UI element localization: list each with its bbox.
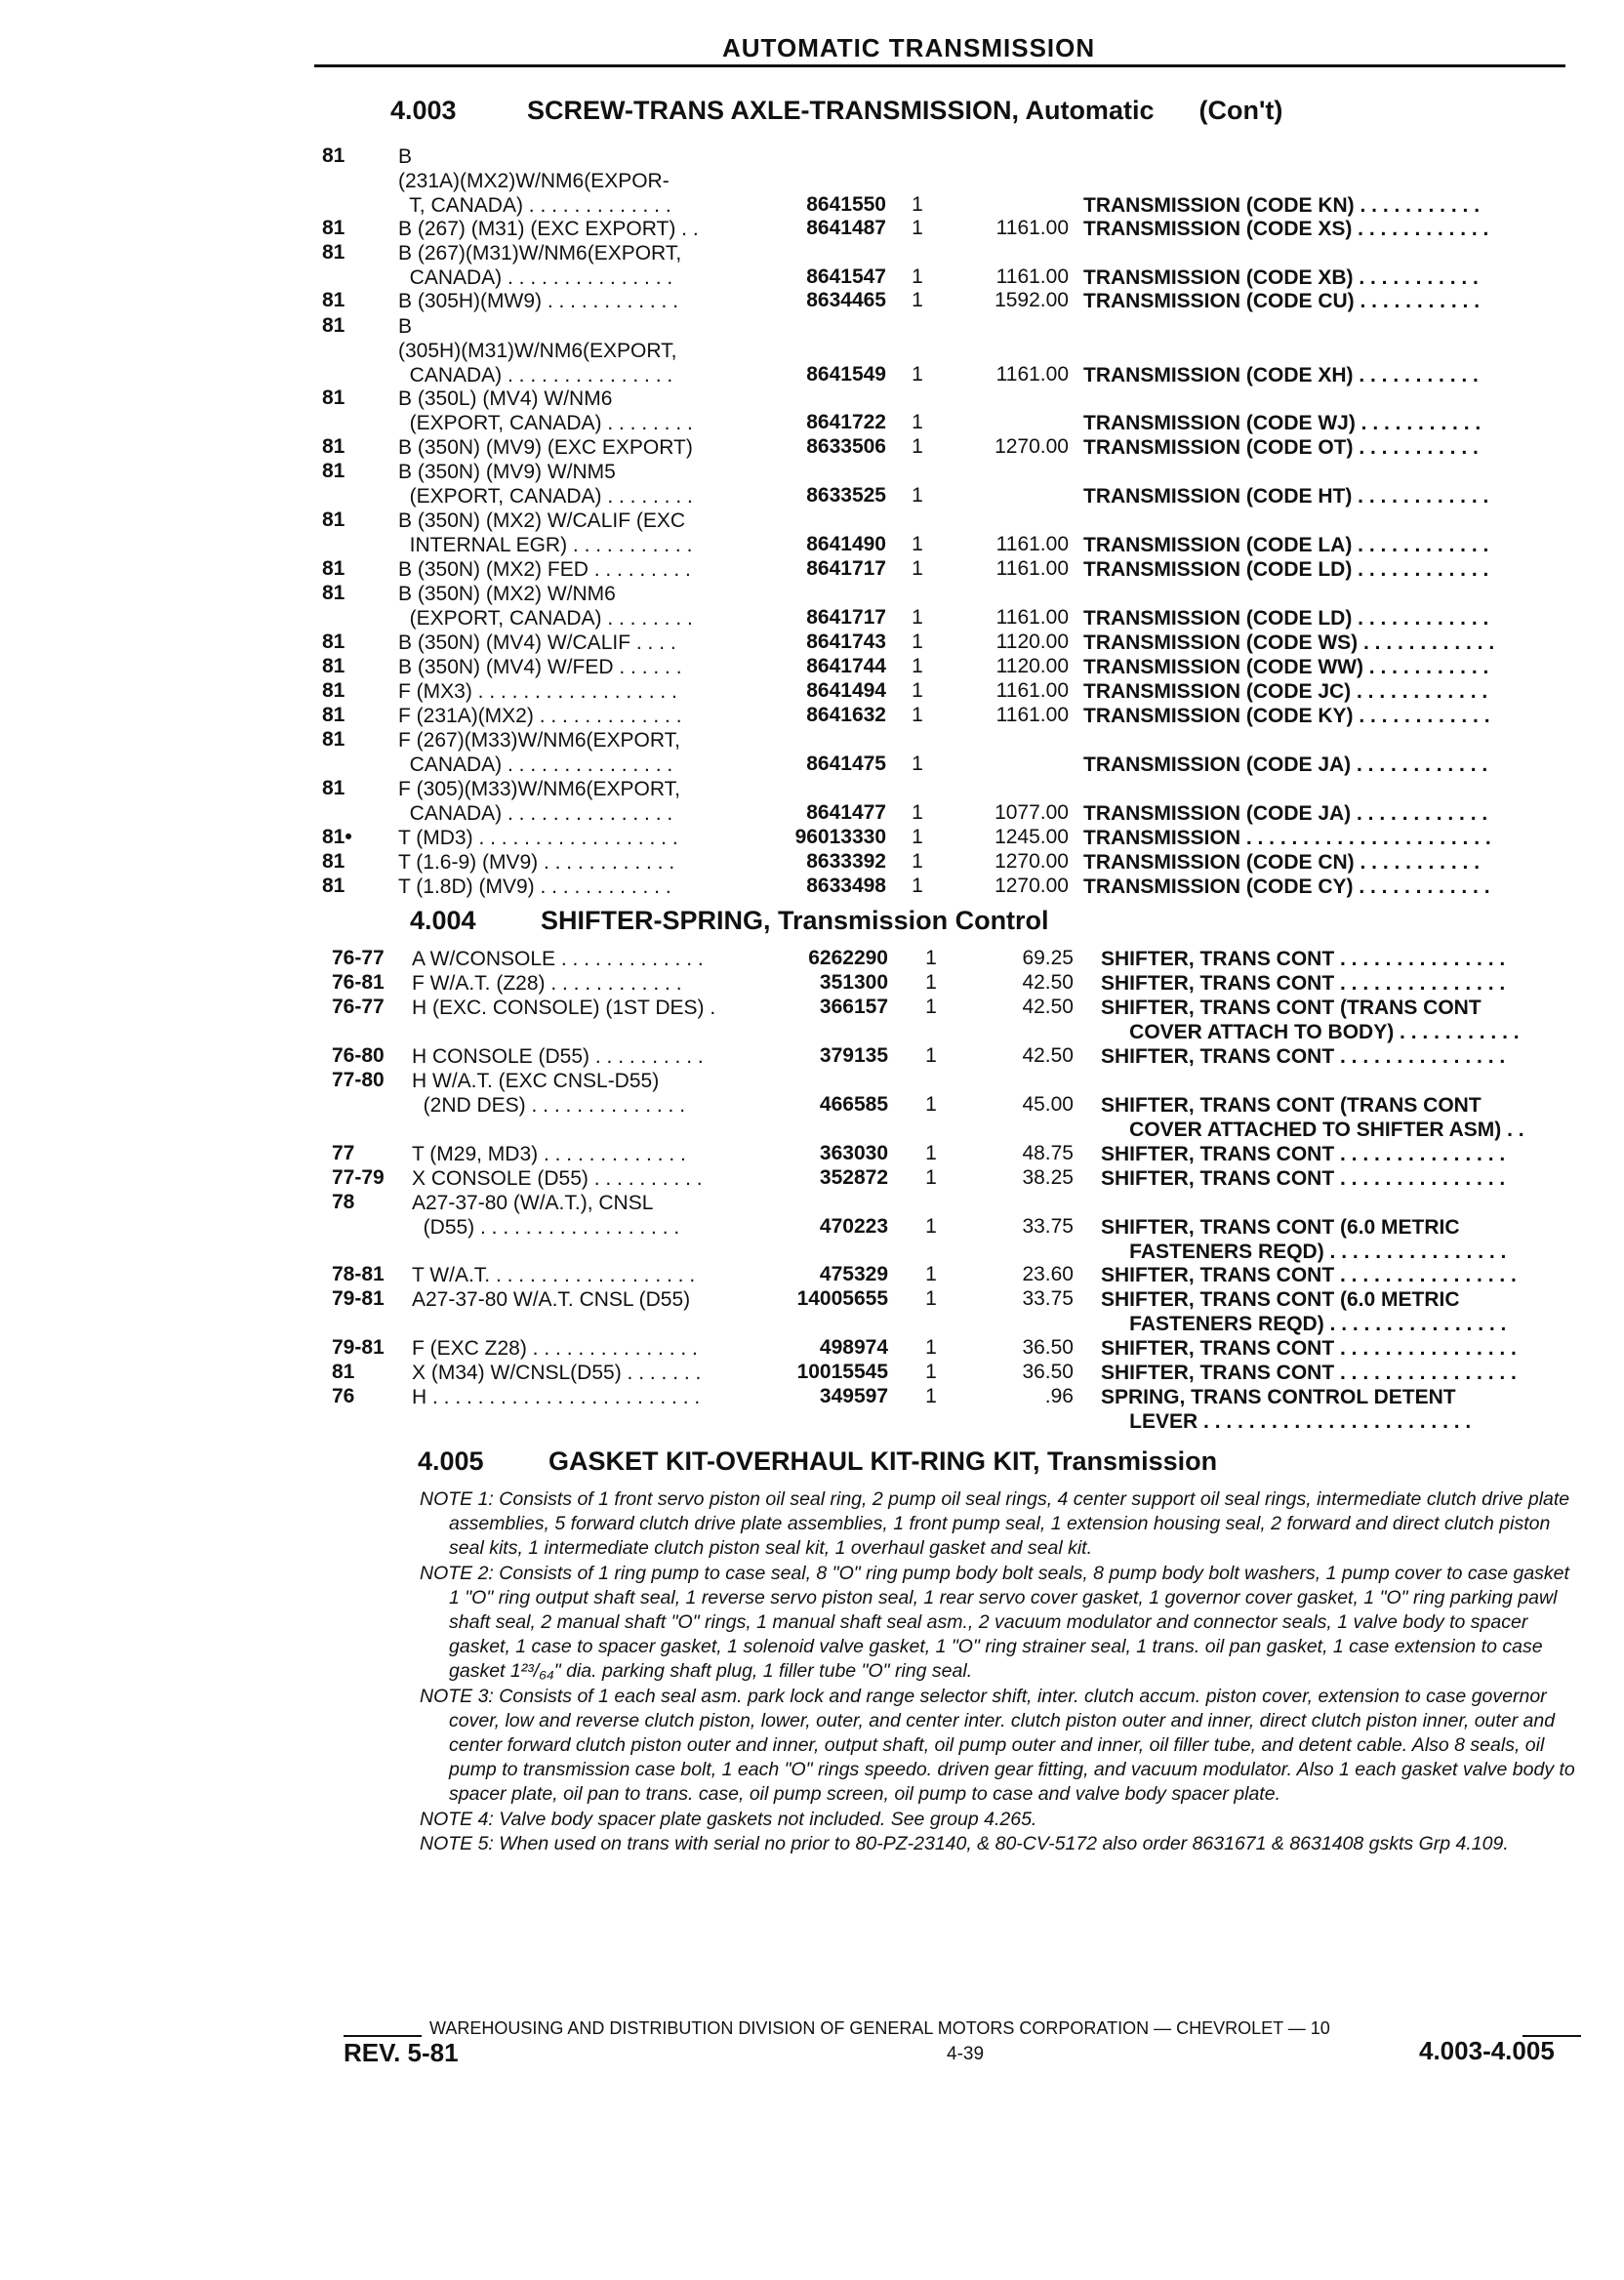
part-description: TRANSMISSION (CODE OT) . . . . . . . . . . . xyxy=(1083,436,1479,459)
model-description: F (305)(M33)W/NM6(EXPORT, CANADA) . . . . . . . . . . . . . . . xyxy=(398,778,680,825)
part-description: SHIFTER, TRANS CONT . . . . . . . . . . . . . . . xyxy=(1101,1045,1506,1068)
list-price: 23.60 xyxy=(1022,1263,1074,1285)
list-price: .96 xyxy=(1044,1385,1074,1407)
notes-block xyxy=(420,1487,1581,1856)
model-year: 81 xyxy=(322,460,345,482)
model-description: B (305H)(MW9) . . . . . . . . . . . . xyxy=(398,290,679,312)
model-description: A W/CONSOLE . . . . . . . . . . . . . xyxy=(412,948,704,970)
model-year: 76-81 xyxy=(332,971,385,994)
model-year: 81 xyxy=(322,387,345,409)
section-number: 4.005 xyxy=(418,1446,484,1476)
quantity: 1 xyxy=(912,217,923,239)
model-year: 76-80 xyxy=(332,1044,385,1067)
part-description: TRANSMISSION (CODE CY) . . . . . . . . . . . . xyxy=(1083,875,1490,898)
model-year: 81 xyxy=(322,582,345,604)
part-description: SHIFTER, TRANS CONT . . . . . . . . . . . . . . . . xyxy=(1101,1337,1517,1360)
part-number: 8641475 xyxy=(806,753,886,775)
quantity: 1 xyxy=(925,1385,937,1407)
quantity: 1 xyxy=(925,996,937,1018)
quantity: 1 xyxy=(925,1044,937,1067)
part-description: SHIFTER, TRANS CONT . . . . . . . . . . . . . . . xyxy=(1101,972,1506,995)
model-year: 81 xyxy=(322,728,345,751)
quantity: 1 xyxy=(912,411,923,433)
model-year: 79-81 xyxy=(332,1287,385,1310)
model-year: 81 xyxy=(322,144,345,167)
part-number: 8641494 xyxy=(806,679,886,702)
model-description: A27-37-80 W/A.T. CNSL (D55) xyxy=(412,1288,691,1311)
part-description: SHIFTER, TRANS CONT (TRANS CONT COVER ATTACH TO BODY) . . . . . . . . . . . xyxy=(1101,997,1520,1043)
quantity: 1 xyxy=(925,1263,937,1285)
list-price: 1077.00 xyxy=(995,801,1069,824)
part-description: TRANSMISSION (CODE XB) . . . . . . . . . . . xyxy=(1083,266,1479,289)
section-4005-heading xyxy=(418,1446,1217,1477)
part-number: 14005655 xyxy=(796,1287,888,1310)
part-description: SPRING, TRANS CONTROL DETENT LEVER . . . . . . . . . . . . . . . . . . . . . . . . xyxy=(1101,1386,1472,1433)
list-price: 33.75 xyxy=(1022,1215,1074,1238)
section-4004-heading xyxy=(410,906,1049,936)
model-year: 81 xyxy=(322,850,345,873)
part-description: SHIFTER, TRANS CONT . . . . . . . . . . . . . . . . xyxy=(1101,1264,1517,1286)
part-number: 8641717 xyxy=(806,557,886,580)
model-year: 81 xyxy=(322,679,345,702)
part-number: 498974 xyxy=(819,1336,888,1359)
quantity: 1 xyxy=(912,557,923,580)
model-description: B (350L) (MV4) W/NM6 (EXPORT, CANADA) . . . . . . . . xyxy=(398,387,693,434)
model-year: 81 xyxy=(322,704,345,726)
model-description: B (350N) (MV9) W/NM5 (EXPORT, CANADA) . . . . . . . . xyxy=(398,461,693,508)
list-price: 1161.00 xyxy=(995,606,1069,629)
part-description: SHIFTER, TRANS CONT . . . . . . . . . . . . . . . . xyxy=(1101,1362,1517,1384)
model-description: H W/A.T. (EXC CNSL-D55) (2ND DES) . . . . . . . . . . . . . . xyxy=(412,1070,686,1117)
part-number: 8633392 xyxy=(806,850,886,873)
part-description: SHIFTER, TRANS CONT (TRANS CONT COVER ATTACHED TO SHIFTER ASM) . . xyxy=(1101,1094,1524,1141)
part-description: SHIFTER, TRANS CONT . . . . . . . . . . . . . . . xyxy=(1101,1167,1506,1190)
model-year: 81 xyxy=(332,1361,355,1383)
section-number: 4.004 xyxy=(410,906,476,935)
part-number: 352872 xyxy=(819,1166,888,1189)
quantity: 1 xyxy=(925,947,937,969)
part-description: SHIFTER, TRANS CONT (6.0 METRIC FASTENERS REQD) . . . . . . . . . . . . . . . . xyxy=(1101,1288,1507,1335)
list-price: 45.00 xyxy=(1022,1093,1074,1116)
part-number: 8641477 xyxy=(806,801,886,824)
model-description: H CONSOLE (D55) . . . . . . . . . . xyxy=(412,1045,704,1068)
model-year: 81 xyxy=(322,777,345,799)
list-price: 1270.00 xyxy=(995,850,1069,873)
part-description: TRANSMISSION (CODE CN) . . . . . . . . . . . xyxy=(1083,851,1481,874)
part-number: 466585 xyxy=(819,1093,888,1116)
part-description: TRANSMISSION (CODE LD) . . . . . . . . . . . . xyxy=(1083,607,1489,630)
section-title: SHIFTER-SPRING, Transmission Control xyxy=(541,906,1049,935)
quantity: 1 xyxy=(925,1336,937,1359)
quantity: 1 xyxy=(912,850,923,873)
quantity: 1 xyxy=(912,533,923,555)
model-description: B (350N) (MV4) W/FED . . . . . . xyxy=(398,656,682,678)
list-price: 1161.00 xyxy=(995,704,1069,726)
model-description: B (350N) (MX2) W/CALIF (EXC INTERNAL EGR) . . . . . . . . . . . xyxy=(398,509,693,556)
page-number: 4-39 xyxy=(947,2044,985,2064)
list-price: 1161.00 xyxy=(995,557,1069,580)
model-year: 81 xyxy=(322,509,345,531)
part-number: 8633506 xyxy=(806,435,886,458)
part-description: TRANSMISSION (CODE WW) . . . . . . . . . . . xyxy=(1083,656,1489,678)
part-description: SHIFTER, TRANS CONT . . . . . . . . . . . . . . . xyxy=(1101,948,1506,970)
list-price: 1270.00 xyxy=(995,435,1069,458)
part-number: 8641743 xyxy=(806,631,886,653)
quantity: 1 xyxy=(925,1166,937,1189)
quantity: 1 xyxy=(925,1287,937,1310)
part-number: 8634465 xyxy=(806,289,886,311)
model-year: 81 xyxy=(322,289,345,311)
list-price: 1120.00 xyxy=(995,655,1069,677)
model-year: 76 xyxy=(332,1385,355,1407)
list-price: 48.75 xyxy=(1022,1142,1074,1164)
model-description: B (305H)(M31)W/NM6(EXPORT, CANADA) . . . . . . . . . . . . . . . xyxy=(398,315,677,387)
list-price: 33.75 xyxy=(1022,1287,1074,1310)
list-price: 42.50 xyxy=(1022,996,1074,1018)
quantity: 1 xyxy=(925,971,937,994)
list-price: 1161.00 xyxy=(995,533,1069,555)
model-description: B (350N) (MX2) W/NM6 (EXPORT, CANADA) . . . . . . . . xyxy=(398,583,693,630)
quantity: 1 xyxy=(912,363,923,386)
part-number: 8641487 xyxy=(806,217,886,239)
model-description: B (267)(M31)W/NM6(EXPORT, CANADA) . . . . . . . . . . . . . . . xyxy=(398,242,682,289)
quantity: 1 xyxy=(925,1093,937,1116)
model-description: A27-37-80 (W/A.T.), CNSL (D55) . . . . . . . . . . . . . . . . . . xyxy=(412,1192,680,1239)
part-description: SHIFTER, TRANS CONT (6.0 METRIC FASTENERS REQD) . . . . . . . . . . . . . . . . xyxy=(1101,1216,1507,1263)
header-rule xyxy=(314,64,1565,67)
model-year: 81 xyxy=(322,217,345,239)
model-description: H . . . . . . . . . . . . . . . . . . . . . . . . xyxy=(412,1386,701,1408)
quantity: 1 xyxy=(912,606,923,629)
quantity: 1 xyxy=(912,801,923,824)
part-description: TRANSMISSION (CODE WJ) . . . . . . . . . . . xyxy=(1083,412,1482,434)
part-description: TRANSMISSION (CODE XH) . . . . . . . . . . . xyxy=(1083,364,1479,387)
model-year: 77-80 xyxy=(332,1069,385,1091)
part-number: 366157 xyxy=(819,996,888,1018)
model-description: B (350N) (MV9) (EXC EXPORT) xyxy=(398,436,693,459)
part-number: 8641549 xyxy=(806,363,886,386)
model-year: 81 xyxy=(322,631,345,653)
model-description: T (1.8D) (MV9) . . . . . . . . . . . . xyxy=(398,875,671,898)
part-number: 379135 xyxy=(819,1044,888,1067)
model-description: F W/A.T. (Z28) . . . . . . . . . . . . xyxy=(412,972,682,995)
model-description: B (231A)(MX2)W/NM6(EXPOR- T, CANADA) . . . . . . . . . . . . . xyxy=(398,145,671,217)
note-3: NOTE 3: Consists of 1 each seal asm. park lock and range selector shift, inter. clutch accum. piston cover, extension to case governor cover, low and reverse clutch piston, lower, outer, and center inter. clutch piston outer and inner, direct clutch piston inner, outer and center forward clutch piston outer and inner, output shaft, oil pump outer and inner, oil filler tube, and detent cable. Also 8 seals, oil pump to transmission case bolt, 1 each "O" rings speedo. driven gear fitting, and vacuum modulator. Also 1 each gasket valve body to spacer plate, oil pan to trans. case, oil pump screen, oil pump to case and valve body spacer plate. xyxy=(420,1685,1575,1806)
part-number: 8633498 xyxy=(806,875,886,897)
list-price: 1120.00 xyxy=(995,631,1069,653)
quantity: 1 xyxy=(925,1361,937,1383)
model-year: 81• xyxy=(322,826,352,848)
part-number: 8633525 xyxy=(806,484,886,507)
model-year: 78 xyxy=(332,1191,355,1213)
part-description: TRANSMISSION (CODE LA) . . . . . . . . . . . . xyxy=(1083,534,1489,556)
section-continued: (Con't) xyxy=(1198,96,1283,125)
part-number: 8641490 xyxy=(806,533,886,555)
part-description: SHIFTER, TRANS CONT . . . . . . . . . . . . . . . xyxy=(1101,1143,1506,1165)
note-4: NOTE 4: Valve body spacer plate gaskets not included. See group 4.265. xyxy=(420,1808,1037,1830)
quantity: 1 xyxy=(912,484,923,507)
list-price: 1161.00 xyxy=(995,265,1069,288)
part-description: TRANSMISSION . . . . . . . . . . . . . . . . . . . . . . xyxy=(1083,827,1491,849)
list-price: 1270.00 xyxy=(995,875,1069,897)
model-year: 76-77 xyxy=(332,996,385,1018)
list-price: 1161.00 xyxy=(995,217,1069,239)
section-title: GASKET KIT-OVERHAUL KIT-RING KIT, Transmission xyxy=(548,1446,1218,1476)
part-description: TRANSMISSION (CODE JC) . . . . . . . . . . . . xyxy=(1083,680,1488,703)
model-year: 81 xyxy=(322,314,345,337)
list-price: 42.50 xyxy=(1022,1044,1074,1067)
quantity: 1 xyxy=(912,435,923,458)
part-description: TRANSMISSION (CODE KN) . . . . . . . . . . . xyxy=(1083,194,1481,217)
part-number: 8641722 xyxy=(806,411,886,433)
section-4003-heading xyxy=(390,96,1282,126)
model-year: 81 xyxy=(322,557,345,580)
list-price: 38.25 xyxy=(1022,1166,1074,1189)
footer-division-line: WAREHOUSING AND DISTRIBUTION DIVISION OF GENERAL MOTORS CORPORATION — CHEVROLET — 10 xyxy=(429,2018,1330,2038)
part-number: 8641547 xyxy=(806,265,886,288)
model-year: 81 xyxy=(322,655,345,677)
model-year: 81 xyxy=(322,875,345,897)
quantity: 1 xyxy=(912,704,923,726)
section-number: 4.003 xyxy=(390,96,457,125)
model-description: F (231A)(MX2) . . . . . . . . . . . . . xyxy=(398,705,682,727)
model-year: 78-81 xyxy=(332,1263,385,1285)
page-header-title: AUTOMATIC TRANSMISSION xyxy=(722,33,1096,62)
model-description: H (EXC. CONSOLE) (1ST DES) . xyxy=(412,997,716,1019)
model-year: 81 xyxy=(322,241,345,264)
list-price: 1161.00 xyxy=(995,679,1069,702)
list-price: 36.50 xyxy=(1022,1361,1074,1383)
part-number: 8641744 xyxy=(806,655,886,677)
note-2: NOTE 2: Consists of 1 ring pump to case seal, 8 "O" ring pump body bolt seals, 8 pump body bolt washers, 1 pump cover to case gasket 1 "O" ring output shaft seal, 1 reverse servo piston seal, 1 rear servo cover gasket, 1 governor cover gasket, 1 "O" ring parking pawl shaft seal, 2 manual shaft "O" rings, 1 manual shaft seal asm., 2 vacuum modulator and connector seals, 1 valve body to spacer gasket, 1 case to spacer gasket, 1 solenoid valve gasket, 1 "O" ring strainer seal, 1 trans. oil pan gasket, 1 case extension to case gasket 1²³/₆₄" dia. parking shaft plug, 1 filler tube "O" ring seal. xyxy=(420,1562,1569,1683)
part-number: 8641717 xyxy=(806,606,886,629)
part-description: TRANSMISSION (CODE CU) . . . . . . . . . . . xyxy=(1083,290,1481,312)
model-description: T W/A.T. . . . . . . . . . . . . . . . . . . xyxy=(412,1264,696,1286)
model-description: T (MD3) . . . . . . . . . . . . . . . . . . xyxy=(398,827,678,849)
list-price: 42.50 xyxy=(1022,971,1074,994)
quantity: 1 xyxy=(912,289,923,311)
model-year: 76-77 xyxy=(332,947,385,969)
part-description: TRANSMISSION (CODE WS) . . . . . . . . . . . . xyxy=(1083,631,1495,654)
model-description: F (MX3) . . . . . . . . . . . . . . . . . . xyxy=(398,680,677,703)
quantity: 1 xyxy=(912,875,923,897)
part-number: 363030 xyxy=(819,1142,888,1164)
model-description: B (350N) (MV4) W/CALIF . . . . xyxy=(398,631,676,654)
model-description: F (267)(M33)W/NM6(EXPORT, CANADA) . . . . . . . . . . . . . . . xyxy=(398,729,680,776)
model-description: T (1.6-9) (MV9) . . . . . . . . . . . . xyxy=(398,851,675,874)
model-description: B (267) (M31) (EXC EXPORT) . . xyxy=(398,218,699,240)
list-price: 1245.00 xyxy=(995,826,1069,848)
quantity: 1 xyxy=(912,826,923,848)
part-description: TRANSMISSION (CODE XS) . . . . . . . . . . . . xyxy=(1083,218,1489,240)
quantity: 1 xyxy=(925,1215,937,1238)
part-description: TRANSMISSION (CODE HT) . . . . . . . . . . . . xyxy=(1083,485,1489,508)
part-number: 8641632 xyxy=(806,704,886,726)
section-title: SCREW-TRANS AXLE-TRANSMISSION, Automatic xyxy=(527,96,1155,125)
model-year: 81 xyxy=(322,435,345,458)
part-number: 351300 xyxy=(819,971,888,994)
quantity: 1 xyxy=(912,753,923,775)
model-year: 79-81 xyxy=(332,1336,385,1359)
part-number: 470223 xyxy=(819,1215,888,1238)
quantity: 1 xyxy=(912,631,923,653)
quantity: 1 xyxy=(912,193,923,216)
part-description: TRANSMISSION (CODE KY) . . . . . . . . . . . . xyxy=(1083,705,1490,727)
quantity: 1 xyxy=(912,265,923,288)
part-description: TRANSMISSION (CODE LD) . . . . . . . . . . . . xyxy=(1083,558,1489,581)
quantity: 1 xyxy=(912,655,923,677)
part-number: 10015545 xyxy=(796,1361,888,1383)
section-range: 4.003-4.005 xyxy=(1419,2036,1555,2065)
note-5: NOTE 5: When used on trans with serial no prior to 80-PZ-23140, & 80-CV-5172 also order 8631671 & 8631408 gskts Grp 4.109. xyxy=(420,1832,1509,1854)
model-description: T (M29, MD3) . . . . . . . . . . . . . xyxy=(412,1143,686,1165)
part-number: 6262290 xyxy=(808,947,888,969)
revision-label: REV. 5-81 xyxy=(344,2038,459,2067)
part-description: TRANSMISSION (CODE JA) . . . . . . . . . . . . xyxy=(1083,802,1488,825)
part-number: 349597 xyxy=(819,1385,888,1407)
part-number: 96013330 xyxy=(794,826,886,848)
quantity: 1 xyxy=(912,679,923,702)
part-description: TRANSMISSION (CODE JA) . . . . . . . . . . . . xyxy=(1083,753,1488,776)
part-number: 475329 xyxy=(819,1263,888,1285)
list-price: 36.50 xyxy=(1022,1336,1074,1359)
model-description: X CONSOLE (D55) . . . . . . . . . . xyxy=(412,1167,703,1190)
note-1: NOTE 1: Consists of 1 front servo piston oil seal ring, 2 pump oil seal rings, 4 center support oil seal rings, intermediate clutch drive plate assemblies, 5 forward clutch drive plate assemblies, 1 front pump seal, 1 extension housing seal, 2 forward and direct clutch piston seal kits, 1 intermediate clutch piston seal kit, 1 overhaul gasket and seal kit. xyxy=(420,1488,1570,1560)
model-description: B (350N) (MX2) FED . . . . . . . . . xyxy=(398,558,691,581)
list-price: 69.25 xyxy=(1022,947,1074,969)
model-description: X (M34) W/CNSL(D55) . . . . . . . xyxy=(412,1362,702,1384)
list-price: 1592.00 xyxy=(995,289,1069,311)
part-number: 8641550 xyxy=(806,193,886,216)
model-description: F (EXC Z28) . . . . . . . . . . . . . . . xyxy=(412,1337,698,1360)
quantity: 1 xyxy=(925,1142,937,1164)
model-year: 77-79 xyxy=(332,1166,385,1189)
list-price: 1161.00 xyxy=(995,363,1069,386)
model-year: 77 xyxy=(332,1142,355,1164)
